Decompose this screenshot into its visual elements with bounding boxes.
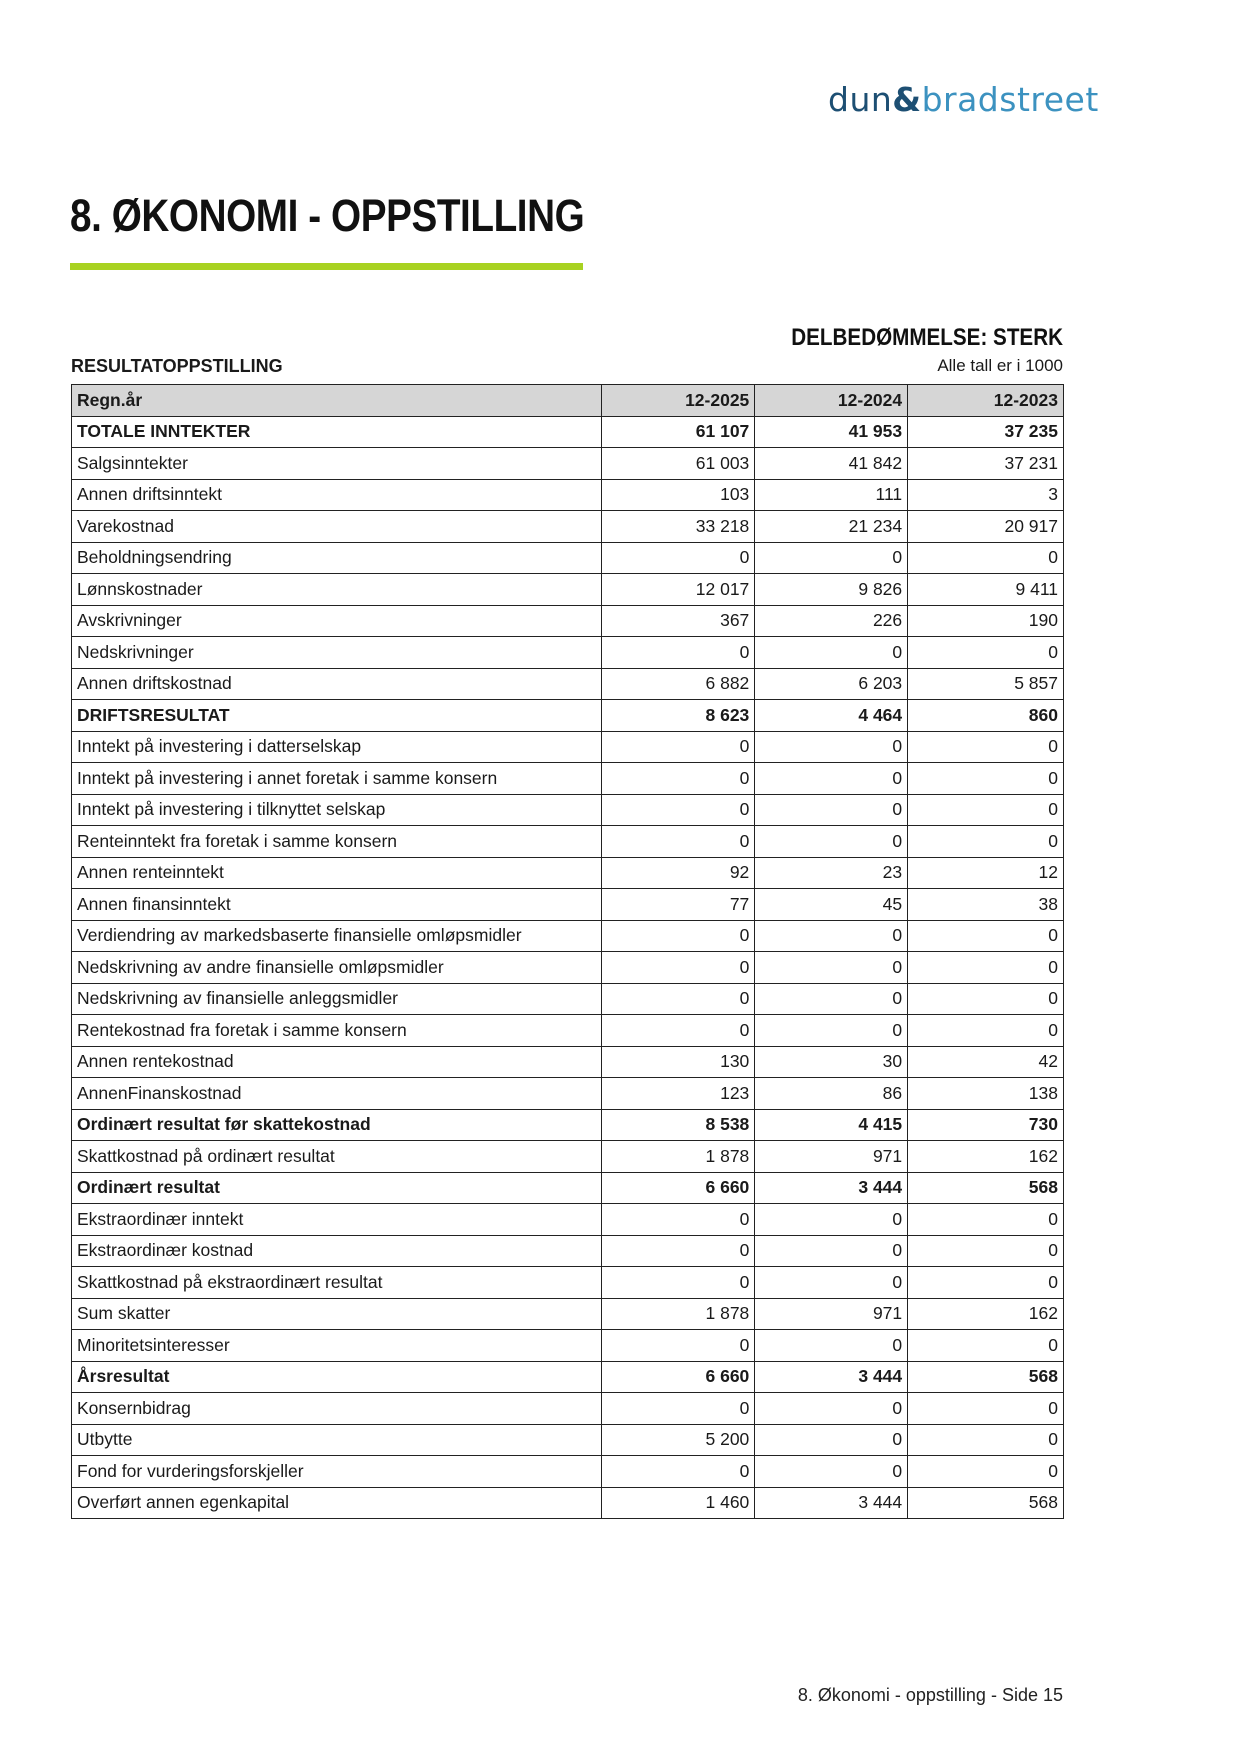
units-note: Alle tall er i 1000 [937,356,1063,375]
row-value: 5 857 [908,668,1064,700]
row-value: 1 460 [602,1487,755,1519]
title-underline [70,263,583,270]
row-value: 0 [755,542,908,574]
row-value: 860 [908,700,1064,732]
row-value: 0 [908,542,1064,574]
table-row [72,1298,1064,1330]
table-header-row [72,385,1064,417]
row-value: 20 917 [908,511,1064,543]
row-value: 0 [908,1235,1064,1267]
row-value: 0 [602,1235,755,1267]
table-row [72,511,1064,543]
row-value: 0 [908,826,1064,858]
row-value: 0 [755,731,908,763]
row-value: 0 [908,731,1064,763]
table-row [72,920,1064,952]
table-row [72,542,1064,574]
row-label: Ordinært resultat før skattekostnad [72,1109,602,1141]
row-value: 92 [602,857,755,889]
row-label: Utbytte [72,1424,602,1456]
row-label: Salgsinntekter [72,448,602,480]
row-value: 0 [602,1456,755,1488]
table-row [72,1172,1064,1204]
row-value: 0 [755,1393,908,1425]
table-row [72,1141,1064,1173]
row-value: 130 [602,1046,755,1078]
row-value: 0 [602,952,755,984]
row-value: 4 464 [755,700,908,732]
row-label: Varekostnad [72,511,602,543]
row-value: 0 [755,983,908,1015]
row-label: Konsernbidrag [72,1393,602,1425]
row-value: 0 [908,983,1064,1015]
row-value: 971 [755,1298,908,1330]
table-row [72,700,1064,732]
row-label: Ekstraordinær kostnad [72,1235,602,1267]
row-value: 0 [602,794,755,826]
row-label: Skattkostnad på ekstraordinært resultat [72,1267,602,1299]
table-row [72,1235,1064,1267]
row-value: 0 [908,1393,1064,1425]
row-value: 0 [908,1330,1064,1362]
row-value: 3 [908,479,1064,511]
row-value: 0 [755,1330,908,1362]
row-value: 568 [908,1361,1064,1393]
row-value: 23 [755,857,908,889]
table-row [72,637,1064,669]
row-value: 3 444 [755,1172,908,1204]
table-row [72,983,1064,1015]
row-value: 0 [602,1267,755,1299]
table-row [72,952,1064,984]
row-value: 0 [755,826,908,858]
row-label: Nedskrivning av finansielle anleggsmidler [72,983,602,1015]
row-value: 0 [755,794,908,826]
income-statement-table [71,384,1064,1519]
row-label: Årsresultat [72,1361,602,1393]
row-value: 0 [908,952,1064,984]
row-label: Rentekostnad fra foretak i samme konsern [72,1015,602,1047]
table-row [72,1487,1064,1519]
table-row [72,1361,1064,1393]
row-value: 33 218 [602,511,755,543]
table-row [72,479,1064,511]
row-value: 0 [755,1204,908,1236]
table-row [72,889,1064,921]
row-value: 0 [908,920,1064,952]
row-value: 0 [755,1424,908,1456]
row-label: Inntekt på investering i datterselskap [72,731,602,763]
row-value: 61 107 [602,416,755,448]
row-value: 568 [908,1172,1064,1204]
row-value: 0 [908,1204,1064,1236]
table-row [72,826,1064,858]
table-row [72,605,1064,637]
row-value: 367 [602,605,755,637]
row-label: AnnenFinanskostnad [72,1078,602,1110]
row-value: 4 415 [755,1109,908,1141]
table-row [72,1456,1064,1488]
row-label: Annen renteinntekt [72,857,602,889]
row-value: 6 660 [602,1172,755,1204]
row-value: 0 [908,1424,1064,1456]
company-logo [828,80,1099,119]
row-value: 86 [755,1078,908,1110]
row-label: DRIFTSRESULTAT [72,700,602,732]
row-value: 0 [602,1015,755,1047]
row-label: Ekstraordinær inntekt [72,1204,602,1236]
row-value: 103 [602,479,755,511]
row-value: 6 660 [602,1361,755,1393]
row-label: Nedskrivning av andre finansielle omløpsmidler [72,952,602,984]
row-value: 9 411 [908,574,1064,606]
row-value: 8 623 [602,700,755,732]
row-label: Annen rentekostnad [72,1046,602,1078]
row-label: Annen driftsinntekt [72,479,602,511]
row-value: 12 017 [602,574,755,606]
table-row [72,1393,1064,1425]
row-value: 61 003 [602,448,755,480]
column-header: 12-2023 [908,385,1064,417]
row-value: 0 [755,920,908,952]
row-value: 6 203 [755,668,908,700]
row-label: Nedskrivninger [72,637,602,669]
row-value: 568 [908,1487,1064,1519]
table-row [72,1204,1064,1236]
row-value: 190 [908,605,1064,637]
row-label: Renteinntekt fra foretak i samme konsern [72,826,602,858]
table-row [72,1015,1064,1047]
row-value: 1 878 [602,1141,755,1173]
row-value: 1 878 [602,1298,755,1330]
table-row [72,1078,1064,1110]
row-value: 730 [908,1109,1064,1141]
row-value: 0 [908,794,1064,826]
row-value: 0 [602,983,755,1015]
row-value: 8 538 [602,1109,755,1141]
row-value: 0 [755,1235,908,1267]
row-label: Verdiendring av markedsbaserte finansielle omløpsmidler [72,920,602,952]
row-label: Beholdningsendring [72,542,602,574]
row-value: 0 [908,763,1064,795]
table-row [72,1109,1064,1141]
logo-text-dun: dun [828,80,893,119]
row-label: Inntekt på investering i annet foretak i samme konsern [72,763,602,795]
row-value: 0 [755,952,908,984]
column-header: Regn.år [72,385,602,417]
row-label: Avskrivninger [72,605,602,637]
row-label: Lønnskostnader [72,574,602,606]
row-value: 3 444 [755,1361,908,1393]
row-value: 226 [755,605,908,637]
row-value: 0 [602,542,755,574]
row-label: Skattkostnad på ordinært resultat [72,1141,602,1173]
row-value: 0 [755,1456,908,1488]
row-value: 0 [755,1267,908,1299]
row-value: 0 [908,1267,1064,1299]
row-label: Overført annen egenkapital [72,1487,602,1519]
page-title: 8. ØKONOMI - OPPSTILLING [70,190,585,241]
row-value: 0 [602,763,755,795]
row-value: 123 [602,1078,755,1110]
table-row [72,857,1064,889]
row-value: 0 [602,1330,755,1362]
row-value: 5 200 [602,1424,755,1456]
row-value: 111 [755,479,908,511]
row-label: Annen finansinntekt [72,889,602,921]
row-value: 30 [755,1046,908,1078]
row-value: 0 [908,637,1064,669]
column-header: 12-2024 [755,385,908,417]
row-value: 0 [602,1204,755,1236]
table-row [72,1046,1064,1078]
row-label: Annen driftskostnad [72,668,602,700]
row-value: 0 [602,920,755,952]
row-value: 0 [908,1456,1064,1488]
row-value: 971 [755,1141,908,1173]
row-value: 0 [755,763,908,795]
row-value: 37 235 [908,416,1064,448]
row-value: 162 [908,1141,1064,1173]
row-value: 9 826 [755,574,908,606]
row-value: 37 231 [908,448,1064,480]
row-label: TOTALE INNTEKTER [72,416,602,448]
table-row [72,416,1064,448]
row-value: 0 [755,637,908,669]
row-value: 45 [755,889,908,921]
row-label: Inntekt på investering i tilknyttet selskap [72,794,602,826]
section-label: RESULTATOPPSTILLING [71,356,283,376]
table-row [72,1424,1064,1456]
row-value: 0 [602,1393,755,1425]
row-value: 0 [602,826,755,858]
row-value: 0 [755,1015,908,1047]
row-value: 38 [908,889,1064,921]
row-label: Sum skatter [72,1298,602,1330]
row-value: 0 [602,731,755,763]
table-row [72,794,1064,826]
row-value: 77 [602,889,755,921]
row-value: 138 [908,1078,1064,1110]
row-value: 6 882 [602,668,755,700]
logo-ampersand: & [892,80,922,119]
table-row [72,731,1064,763]
row-label: Ordinært resultat [72,1172,602,1204]
row-value: 21 234 [755,511,908,543]
row-value: 41 842 [755,448,908,480]
row-value: 42 [908,1046,1064,1078]
table-row [72,1330,1064,1362]
rating-heading: DELBEDØMMELSE: STERK [791,324,1063,351]
row-label: Fond for vurderingsforskjeller [72,1456,602,1488]
table-row [72,763,1064,795]
row-value: 41 953 [755,416,908,448]
row-value: 0 [908,1015,1064,1047]
row-value: 0 [602,637,755,669]
column-header: 12-2025 [602,385,755,417]
table-row [72,448,1064,480]
row-value: 162 [908,1298,1064,1330]
table-row [72,1267,1064,1299]
page-footer: 8. Økonomi - oppstilling - Side 15 [797,1685,1063,1705]
row-value: 12 [908,857,1064,889]
table-row [72,574,1064,606]
logo-text-bradstreet: bradstreet [921,80,1099,119]
row-value: 3 444 [755,1487,908,1519]
table-row [72,668,1064,700]
row-label: Minoritetsinteresser [72,1330,602,1362]
